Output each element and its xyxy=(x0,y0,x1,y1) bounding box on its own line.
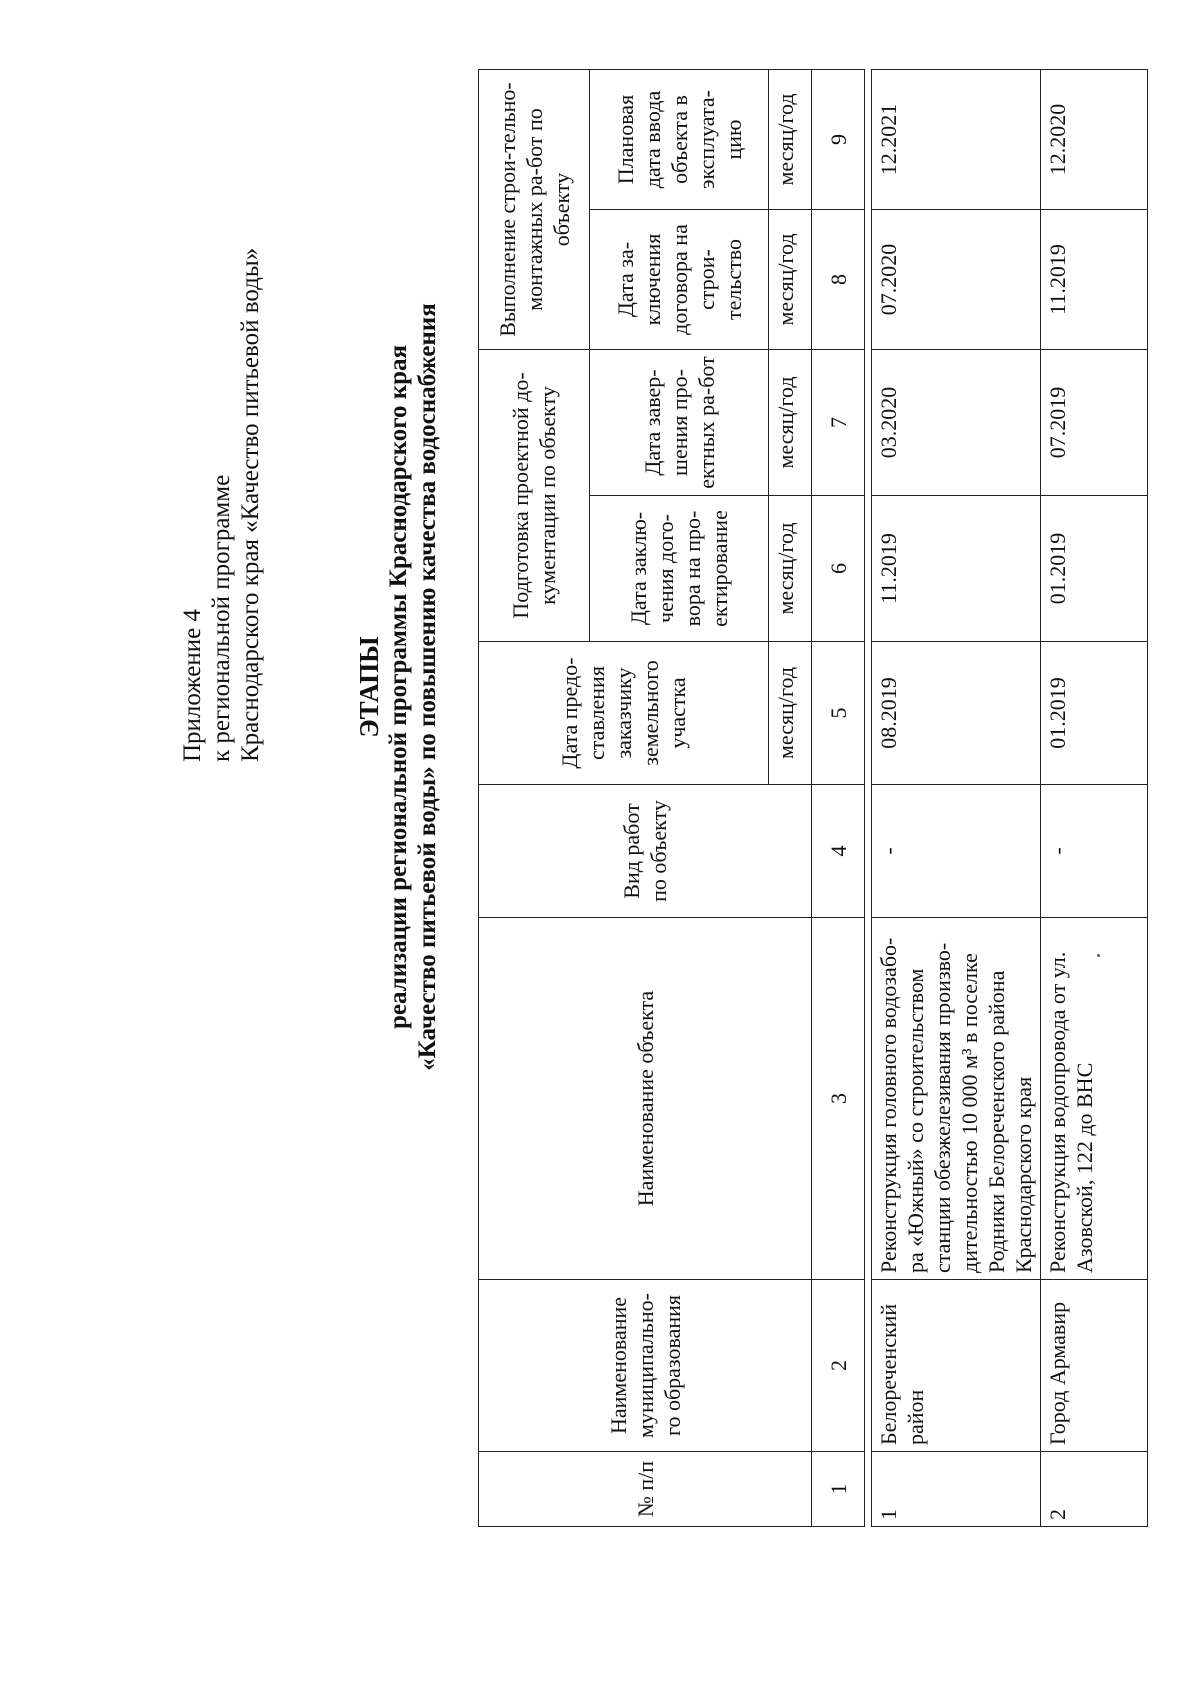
row-design-contract: 11.2019 xyxy=(872,496,1041,642)
table-row xyxy=(1041,70,1148,1527)
row-object-name xyxy=(872,918,1041,1280)
header-design-group: Подготовка проектной до-кументации по объекту xyxy=(479,350,590,642)
column-number: 9 xyxy=(812,70,865,210)
row-municipality: Белореченский район xyxy=(872,1280,1041,1452)
row-construction-contract: 11.2019 xyxy=(1041,210,1148,350)
scan-speck xyxy=(1097,954,1100,957)
row-work-type: - xyxy=(872,785,1041,918)
row-design-finish: 07.2019 xyxy=(1041,350,1148,496)
column-number: 8 xyxy=(812,210,865,350)
column-numbers-row xyxy=(812,70,865,1527)
unit-cell: месяц/год xyxy=(769,496,812,642)
appendix-note xyxy=(178,248,265,762)
column-number: 1 xyxy=(812,1452,865,1527)
unit-cell: месяц/год xyxy=(769,70,812,210)
row-num: 2 xyxy=(1041,1452,1148,1527)
column-number: 7 xyxy=(812,350,865,496)
header-land-date: Дата предо-ставления заказчику земельного участка xyxy=(479,642,769,785)
title-line-2: реализации региональной программы Краснодарского края xyxy=(385,344,412,1030)
stages-table xyxy=(478,69,1148,1527)
table-row xyxy=(872,70,1041,1527)
header-design-finish: Дата завер-шения про-ектных ра-бот xyxy=(590,350,769,496)
header-construction-group: Выполнение строи-тельно-монтажных ра-бот по объекту xyxy=(479,70,590,350)
appendix-line-3: Краснодарского края «Качество питьевой воды» xyxy=(237,247,264,762)
row-construction-contract: 07.2020 xyxy=(872,210,1041,350)
header-object-name: Наименование объекта xyxy=(479,918,812,1280)
document-title xyxy=(355,237,442,1137)
row-municipality: Город Армавир xyxy=(1041,1280,1148,1452)
row-num: 1 xyxy=(872,1452,1041,1527)
unit-cell: месяц/год xyxy=(769,350,812,496)
header-row-1 xyxy=(479,70,590,1527)
row-object-name-text: Реконструкция головного водозабо-ра «Южный» со строительством станции обезжелезивания произво-дительностью 10 000 м³ в поселке Родники Белореченского района Краснодарского края xyxy=(876,937,1036,1273)
row-design-contract: 01.2019 xyxy=(1041,496,1148,642)
row-separator xyxy=(865,70,872,1527)
column-number: 3 xyxy=(812,918,865,1280)
appendix-line-1: Приложение 4 xyxy=(179,609,206,762)
row-commission-date: 12.2020 xyxy=(1041,70,1148,210)
header-construction-contract: Дата за-ключения договора на строи-тельство xyxy=(590,210,769,350)
title-line-3: «Качество питьевой воды» по повышению качества водоснабжения xyxy=(414,303,441,1071)
header-num: № п/п xyxy=(479,1452,812,1527)
row-land-date: 08.2019 xyxy=(872,642,1041,785)
row-commission-date: 12.2021 xyxy=(872,70,1041,210)
title-line-1: ЭТАПЫ xyxy=(354,636,384,738)
row-land-date: 01.2019 xyxy=(1041,642,1148,785)
column-number: 4 xyxy=(812,785,865,918)
header-commission-date: Плановая дата ввода объекта в эксплуата-цию xyxy=(590,70,769,210)
header-design-contract: Дата заклю-чения дого-вора на про-ектирование xyxy=(590,496,769,642)
row-object-name: Реконструкция водопровода от ул. Азовской, 122 до ВНС xyxy=(1041,918,1148,1280)
column-number: 5 xyxy=(812,642,865,785)
row-design-finish: 03.2020 xyxy=(872,350,1041,496)
column-number: 6 xyxy=(812,496,865,642)
unit-cell: месяц/год xyxy=(769,642,812,785)
column-number: 2 xyxy=(812,1280,865,1452)
header-work-type: Вид работ по объекту xyxy=(479,785,812,918)
unit-cell: месяц/год xyxy=(769,210,812,350)
header-municipality: Наименование муниципально-го образования xyxy=(479,1280,812,1452)
appendix-line-2: к региональной программе xyxy=(208,474,235,762)
row-work-type: - xyxy=(1041,785,1148,918)
